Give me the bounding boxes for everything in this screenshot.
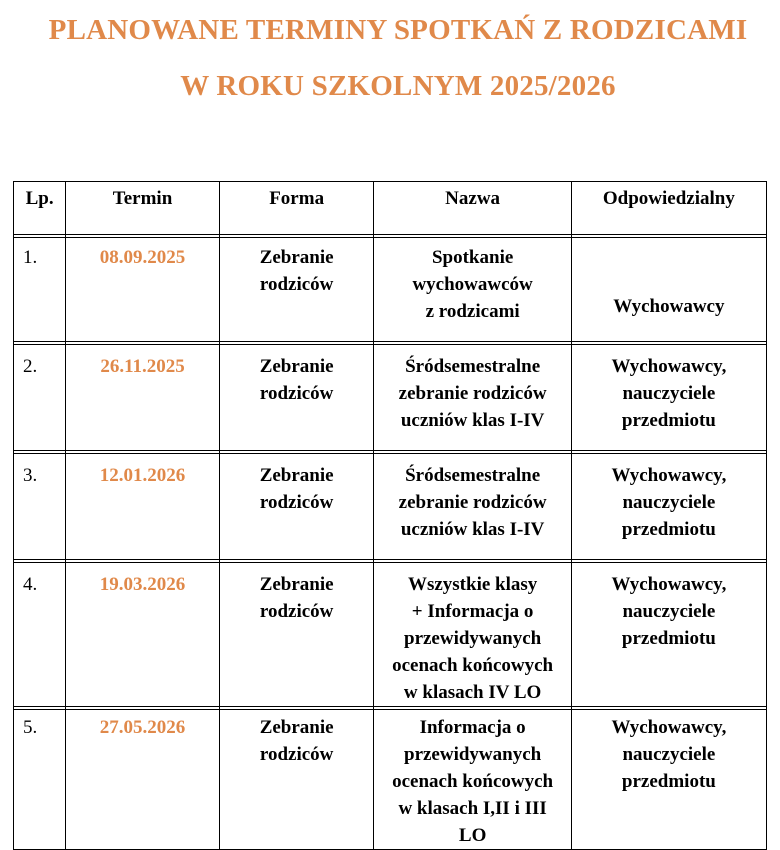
cell-line: Zebranie (259, 717, 334, 738)
cell-line: Wychowawcy, (611, 717, 727, 738)
cell-line: ocenach końcowych (392, 771, 554, 792)
table-row (14, 563, 767, 707)
cell-lp: 4. (14, 563, 66, 707)
cell-line: w klasach I,II i III (398, 798, 547, 819)
cell-nazwa (374, 345, 571, 451)
cell-line: z rodzicami (425, 301, 520, 322)
cell-line: + Informacja o (411, 601, 534, 622)
cell-line: Spotkanie (431, 247, 514, 268)
cell-odpowiedzialny (571, 563, 766, 707)
cell-line: Wszystkie klasy (407, 574, 538, 595)
cell-line: rodziców (259, 383, 334, 404)
cell-line: zebranie rodziców (398, 492, 547, 513)
cell-line: zebranie rodziców (398, 383, 547, 404)
cell-nazwa (374, 563, 571, 707)
cell-forma (219, 710, 374, 850)
cell-termin: 26.11.2025 (66, 345, 220, 451)
cell-line: przedmiotu (621, 628, 716, 649)
cell-line: uczniów klas I-IV (400, 410, 545, 431)
cell-line: nauczyciele (622, 601, 716, 622)
cell-line: Śródsemestralne (405, 356, 541, 377)
cell-odpowiedzialny (571, 345, 766, 451)
page-title-line-2: W ROKU SZKOLNYM 2025/2026 (180, 70, 616, 102)
header-lp: Lp. (14, 182, 66, 235)
table-row (14, 238, 767, 342)
cell-line: w klasach IV LO (403, 682, 542, 703)
header-odpowiedzialny: Odpowiedzialny (571, 182, 766, 235)
cell-termin: 27.05.2026 (66, 710, 220, 850)
cell-line: nauczyciele (622, 383, 716, 404)
table-row (14, 710, 767, 850)
cell-lp: 5. (14, 710, 66, 850)
cell-line: Zebranie (259, 465, 334, 486)
cell-line: Zebranie (259, 574, 334, 595)
cell-lp: 3. (14, 454, 66, 560)
cell-odpowiedzialny (571, 454, 766, 560)
cell-line: Wychowawcy, (611, 356, 727, 377)
cell-line: uczniów klas I-IV (400, 519, 545, 540)
cell-forma (219, 454, 374, 560)
cell-odpowiedzialny (571, 710, 766, 850)
cell-line: przedmiotu (621, 410, 716, 431)
cell-lp: 2. (14, 345, 66, 451)
cell-line: wychowawców (412, 274, 533, 295)
cell-line: Wychowawcy (613, 296, 725, 317)
cell-line: przewidywanych (404, 744, 542, 765)
header-termin: Termin (66, 182, 220, 235)
cell-line: nauczyciele (622, 492, 716, 513)
cell-termin: 19.03.2026 (66, 563, 220, 707)
table-row (14, 345, 767, 451)
cell-line: nauczyciele (622, 744, 716, 765)
cell-line: rodziców (259, 274, 334, 295)
cell-line: rodziców (259, 601, 334, 622)
cell-line: rodziców (259, 492, 334, 513)
cell-forma (219, 563, 374, 707)
header-nazwa: Nazwa (374, 182, 571, 235)
cell-forma (219, 238, 374, 342)
cell-line: Zebranie (259, 247, 334, 268)
cell-odpowiedzialny (571, 238, 766, 342)
cell-line: Zebranie (259, 356, 334, 377)
cell-termin: 12.01.2026 (66, 454, 220, 560)
table-row (14, 454, 767, 560)
cell-forma (219, 345, 374, 451)
cell-line: Wychowawcy, (611, 465, 727, 486)
cell-line: Informacja o (419, 717, 526, 738)
cell-line: Wychowawcy, (611, 574, 727, 595)
cell-nazwa (374, 238, 571, 342)
cell-termin: 08.09.2025 (66, 238, 220, 342)
cell-line: Śródsemestralne (405, 465, 541, 486)
cell-line: LO (458, 825, 487, 846)
cell-nazwa (374, 710, 571, 850)
header-forma: Forma (219, 182, 374, 235)
cell-line: rodziców (259, 744, 334, 765)
cell-line: przedmiotu (621, 771, 716, 792)
cell-line: przewidywanych (404, 628, 542, 649)
cell-lp: 1. (14, 238, 66, 342)
cell-nazwa (374, 454, 571, 560)
table-header-row (14, 182, 767, 235)
cell-line: przedmiotu (621, 519, 716, 540)
meetings-table (13, 181, 767, 850)
page-title-line-1: PLANOWANE TERMINY SPOTKAŃ Z RODZICAMI (48, 14, 748, 46)
cell-line: ocenach końcowych (392, 655, 554, 676)
